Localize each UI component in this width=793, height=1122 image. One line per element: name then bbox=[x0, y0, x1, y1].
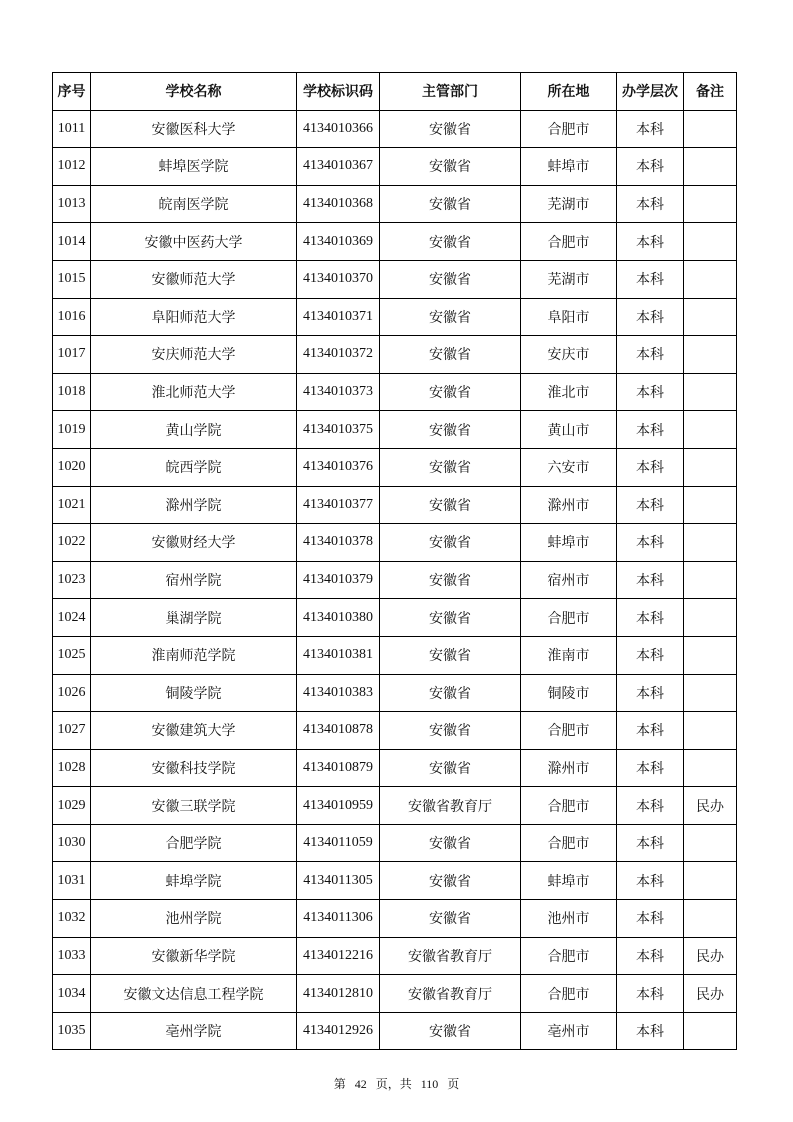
cell-remark bbox=[684, 298, 737, 336]
cell-authority: 安徽省 bbox=[380, 486, 521, 524]
footer-total-pages: 110 bbox=[420, 1077, 439, 1091]
cell-authority: 安徽省 bbox=[380, 260, 521, 298]
cell-authority: 安徽省 bbox=[380, 636, 521, 674]
cell-school-name: 蚌埠学院 bbox=[91, 862, 297, 900]
cell-level: 本科 bbox=[617, 448, 684, 486]
cell-school-code: 4134010375 bbox=[297, 411, 380, 449]
cell-remark: 民办 bbox=[684, 975, 737, 1013]
cell-remark: 民办 bbox=[684, 787, 737, 825]
cell-school-name: 皖西学院 bbox=[91, 448, 297, 486]
cell-remark bbox=[684, 411, 737, 449]
footer-middle: 页，共 bbox=[375, 1077, 412, 1091]
cell-serial: 1013 bbox=[53, 185, 91, 223]
table-body bbox=[53, 110, 737, 1050]
cell-location: 铜陵市 bbox=[521, 674, 617, 712]
cell-school-name: 安徽建筑大学 bbox=[91, 712, 297, 750]
table-row bbox=[53, 336, 737, 374]
cell-location: 合肥市 bbox=[521, 975, 617, 1013]
cell-location: 蚌埠市 bbox=[521, 862, 617, 900]
cell-school-code: 4134010380 bbox=[297, 599, 380, 637]
cell-school-code: 4134010959 bbox=[297, 787, 380, 825]
cell-authority: 安徽省 bbox=[380, 185, 521, 223]
cell-school-name: 安庆师范大学 bbox=[91, 336, 297, 374]
cell-location: 滁州市 bbox=[521, 749, 617, 787]
table-row bbox=[53, 937, 737, 975]
cell-school-code: 4134010379 bbox=[297, 561, 380, 599]
cell-level: 本科 bbox=[617, 260, 684, 298]
cell-school-name: 阜阳师范大学 bbox=[91, 298, 297, 336]
cell-location: 宿州市 bbox=[521, 561, 617, 599]
cell-level: 本科 bbox=[617, 411, 684, 449]
table-row bbox=[53, 975, 737, 1013]
cell-level: 本科 bbox=[617, 524, 684, 562]
cell-school-code: 4134011305 bbox=[297, 862, 380, 900]
cell-school-name: 安徽三联学院 bbox=[91, 787, 297, 825]
cell-remark bbox=[684, 824, 737, 862]
cell-remark bbox=[684, 110, 737, 148]
cell-serial: 1027 bbox=[53, 712, 91, 750]
cell-location: 蚌埠市 bbox=[521, 148, 617, 186]
cell-location: 芜湖市 bbox=[521, 260, 617, 298]
cell-school-code: 4134012926 bbox=[297, 1012, 380, 1050]
cell-location: 合肥市 bbox=[521, 599, 617, 637]
table-row bbox=[53, 787, 737, 825]
cell-level: 本科 bbox=[617, 636, 684, 674]
cell-authority: 安徽省 bbox=[380, 298, 521, 336]
cell-authority: 安徽省教育厅 bbox=[380, 937, 521, 975]
cell-level: 本科 bbox=[617, 373, 684, 411]
cell-location: 合肥市 bbox=[521, 787, 617, 825]
cell-serial: 1017 bbox=[53, 336, 91, 374]
cell-location: 六安市 bbox=[521, 448, 617, 486]
header-serial: 序号 bbox=[53, 73, 91, 111]
cell-remark bbox=[684, 900, 737, 938]
cell-level: 本科 bbox=[617, 110, 684, 148]
cell-school-name: 宿州学院 bbox=[91, 561, 297, 599]
cell-remark bbox=[684, 524, 737, 562]
cell-serial: 1012 bbox=[53, 148, 91, 186]
table-row bbox=[53, 486, 737, 524]
table-row bbox=[53, 260, 737, 298]
header-school-name: 学校名称 bbox=[91, 73, 297, 111]
cell-remark bbox=[684, 636, 737, 674]
cell-school-name: 安徽新华学院 bbox=[91, 937, 297, 975]
cell-school-name: 皖南医学院 bbox=[91, 185, 297, 223]
cell-location: 合肥市 bbox=[521, 824, 617, 862]
cell-authority: 安徽省 bbox=[380, 674, 521, 712]
cell-location: 阜阳市 bbox=[521, 298, 617, 336]
cell-serial: 1018 bbox=[53, 373, 91, 411]
cell-authority: 安徽省 bbox=[380, 862, 521, 900]
cell-remark bbox=[684, 336, 737, 374]
cell-school-code: 4134010378 bbox=[297, 524, 380, 562]
header-remark: 备注 bbox=[684, 73, 737, 111]
cell-school-name: 安徽师范大学 bbox=[91, 260, 297, 298]
cell-school-name: 淮南师范学院 bbox=[91, 636, 297, 674]
cell-level: 本科 bbox=[617, 561, 684, 599]
cell-authority: 安徽省 bbox=[380, 373, 521, 411]
table-row bbox=[53, 749, 737, 787]
cell-school-code: 4134010371 bbox=[297, 298, 380, 336]
cell-school-name: 滁州学院 bbox=[91, 486, 297, 524]
cell-remark bbox=[684, 599, 737, 637]
cell-location: 合肥市 bbox=[521, 937, 617, 975]
cell-authority: 安徽省 bbox=[380, 148, 521, 186]
cell-serial: 1016 bbox=[53, 298, 91, 336]
cell-authority: 安徽省教育厅 bbox=[380, 787, 521, 825]
cell-school-name: 安徽科技学院 bbox=[91, 749, 297, 787]
cell-serial: 1030 bbox=[53, 824, 91, 862]
cell-level: 本科 bbox=[617, 712, 684, 750]
cell-level: 本科 bbox=[617, 148, 684, 186]
cell-authority: 安徽省 bbox=[380, 1012, 521, 1050]
cell-serial: 1014 bbox=[53, 223, 91, 261]
table-row bbox=[53, 524, 737, 562]
cell-authority: 安徽省 bbox=[380, 561, 521, 599]
cell-location: 黄山市 bbox=[521, 411, 617, 449]
cell-remark bbox=[684, 674, 737, 712]
table-row bbox=[53, 411, 737, 449]
footer-page-number: 42 bbox=[354, 1077, 367, 1091]
cell-school-code: 4134011059 bbox=[297, 824, 380, 862]
cell-school-name: 蚌埠医学院 bbox=[91, 148, 297, 186]
cell-school-code: 4134010377 bbox=[297, 486, 380, 524]
cell-authority: 安徽省 bbox=[380, 336, 521, 374]
cell-serial: 1028 bbox=[53, 749, 91, 787]
cell-school-code: 4134010376 bbox=[297, 448, 380, 486]
table-row bbox=[53, 712, 737, 750]
cell-school-name: 安徽文达信息工程学院 bbox=[91, 975, 297, 1013]
table-row bbox=[53, 298, 737, 336]
header-level: 办学层次 bbox=[617, 73, 684, 111]
cell-location: 淮北市 bbox=[521, 373, 617, 411]
cell-school-name: 安徽财经大学 bbox=[91, 524, 297, 562]
cell-level: 本科 bbox=[617, 336, 684, 374]
cell-authority: 安徽省教育厅 bbox=[380, 975, 521, 1013]
cell-level: 本科 bbox=[617, 824, 684, 862]
cell-level: 本科 bbox=[617, 298, 684, 336]
cell-school-code: 4134010372 bbox=[297, 336, 380, 374]
table-row bbox=[53, 185, 737, 223]
cell-serial: 1020 bbox=[53, 448, 91, 486]
cell-school-code: 4134010369 bbox=[297, 223, 380, 261]
cell-authority: 安徽省 bbox=[380, 448, 521, 486]
cell-remark bbox=[684, 749, 737, 787]
cell-school-code: 4134010373 bbox=[297, 373, 380, 411]
cell-remark bbox=[684, 1012, 737, 1050]
cell-school-name: 铜陵学院 bbox=[91, 674, 297, 712]
cell-location: 蚌埠市 bbox=[521, 524, 617, 562]
cell-school-name: 合肥学院 bbox=[91, 824, 297, 862]
table-row bbox=[53, 674, 737, 712]
table-row bbox=[53, 148, 737, 186]
cell-location: 芜湖市 bbox=[521, 185, 617, 223]
cell-remark bbox=[684, 486, 737, 524]
cell-remark bbox=[684, 260, 737, 298]
header-school-code: 学校标识码 bbox=[297, 73, 380, 111]
cell-serial: 1035 bbox=[53, 1012, 91, 1050]
cell-school-name: 淮北师范大学 bbox=[91, 373, 297, 411]
cell-level: 本科 bbox=[617, 674, 684, 712]
cell-authority: 安徽省 bbox=[380, 524, 521, 562]
table-row bbox=[53, 561, 737, 599]
cell-serial: 1026 bbox=[53, 674, 91, 712]
cell-school-code: 4134012216 bbox=[297, 937, 380, 975]
cell-level: 本科 bbox=[617, 749, 684, 787]
cell-serial: 1021 bbox=[53, 486, 91, 524]
table-row bbox=[53, 862, 737, 900]
cell-school-code: 4134010383 bbox=[297, 674, 380, 712]
cell-school-name: 黄山学院 bbox=[91, 411, 297, 449]
cell-authority: 安徽省 bbox=[380, 223, 521, 261]
footer-suffix: 页 bbox=[447, 1077, 460, 1091]
table-row bbox=[53, 900, 737, 938]
cell-location: 滁州市 bbox=[521, 486, 617, 524]
cell-serial: 1015 bbox=[53, 260, 91, 298]
cell-level: 本科 bbox=[617, 862, 684, 900]
cell-location: 合肥市 bbox=[521, 712, 617, 750]
cell-authority: 安徽省 bbox=[380, 411, 521, 449]
cell-authority: 安徽省 bbox=[380, 824, 521, 862]
cell-authority: 安徽省 bbox=[380, 110, 521, 148]
cell-school-name: 巢湖学院 bbox=[91, 599, 297, 637]
cell-school-code: 4134010381 bbox=[297, 636, 380, 674]
cell-level: 本科 bbox=[617, 599, 684, 637]
cell-school-code: 4134010878 bbox=[297, 712, 380, 750]
cell-school-name: 安徽中医药大学 bbox=[91, 223, 297, 261]
table-row bbox=[53, 1012, 737, 1050]
cell-school-code: 4134011306 bbox=[297, 900, 380, 938]
cell-school-code: 4134010366 bbox=[297, 110, 380, 148]
cell-location: 淮南市 bbox=[521, 636, 617, 674]
cell-serial: 1033 bbox=[53, 937, 91, 975]
cell-serial: 1022 bbox=[53, 524, 91, 562]
cell-school-code: 4134010367 bbox=[297, 148, 380, 186]
cell-location: 合肥市 bbox=[521, 110, 617, 148]
cell-remark bbox=[684, 712, 737, 750]
cell-authority: 安徽省 bbox=[380, 749, 521, 787]
cell-location: 亳州市 bbox=[521, 1012, 617, 1050]
cell-level: 本科 bbox=[617, 1012, 684, 1050]
table-header-row bbox=[53, 73, 737, 111]
cell-remark: 民办 bbox=[684, 937, 737, 975]
table-row bbox=[53, 373, 737, 411]
cell-remark bbox=[684, 561, 737, 599]
cell-serial: 1032 bbox=[53, 900, 91, 938]
page-footer bbox=[0, 1075, 793, 1092]
table-row bbox=[53, 448, 737, 486]
cell-remark bbox=[684, 373, 737, 411]
table-row bbox=[53, 636, 737, 674]
footer-prefix: 第 bbox=[333, 1077, 346, 1091]
cell-serial: 1019 bbox=[53, 411, 91, 449]
cell-school-code: 4134010368 bbox=[297, 185, 380, 223]
cell-location: 合肥市 bbox=[521, 223, 617, 261]
cell-authority: 安徽省 bbox=[380, 900, 521, 938]
cell-school-code: 4134012810 bbox=[297, 975, 380, 1013]
cell-serial: 1024 bbox=[53, 599, 91, 637]
header-authority: 主管部门 bbox=[380, 73, 521, 111]
cell-school-code: 4134010879 bbox=[297, 749, 380, 787]
table-row bbox=[53, 824, 737, 862]
cell-serial: 1034 bbox=[53, 975, 91, 1013]
cell-school-code: 4134010370 bbox=[297, 260, 380, 298]
table-row bbox=[53, 599, 737, 637]
cell-school-name: 亳州学院 bbox=[91, 1012, 297, 1050]
table-row bbox=[53, 223, 737, 261]
header-location: 所在地 bbox=[521, 73, 617, 111]
cell-remark bbox=[684, 448, 737, 486]
school-list-table bbox=[52, 72, 737, 1050]
table-row bbox=[53, 110, 737, 148]
cell-school-name: 池州学院 bbox=[91, 900, 297, 938]
cell-serial: 1029 bbox=[53, 787, 91, 825]
cell-level: 本科 bbox=[617, 900, 684, 938]
cell-level: 本科 bbox=[617, 486, 684, 524]
cell-remark bbox=[684, 223, 737, 261]
cell-level: 本科 bbox=[617, 975, 684, 1013]
cell-serial: 1023 bbox=[53, 561, 91, 599]
cell-remark bbox=[684, 148, 737, 186]
cell-remark bbox=[684, 862, 737, 900]
cell-level: 本科 bbox=[617, 937, 684, 975]
cell-location: 安庆市 bbox=[521, 336, 617, 374]
cell-authority: 安徽省 bbox=[380, 599, 521, 637]
cell-level: 本科 bbox=[617, 223, 684, 261]
cell-serial: 1031 bbox=[53, 862, 91, 900]
cell-location: 池州市 bbox=[521, 900, 617, 938]
cell-level: 本科 bbox=[617, 185, 684, 223]
cell-school-name: 安徽医科大学 bbox=[91, 110, 297, 148]
cell-serial: 1011 bbox=[53, 110, 91, 148]
cell-level: 本科 bbox=[617, 787, 684, 825]
cell-remark bbox=[684, 185, 737, 223]
cell-serial: 1025 bbox=[53, 636, 91, 674]
cell-authority: 安徽省 bbox=[380, 712, 521, 750]
